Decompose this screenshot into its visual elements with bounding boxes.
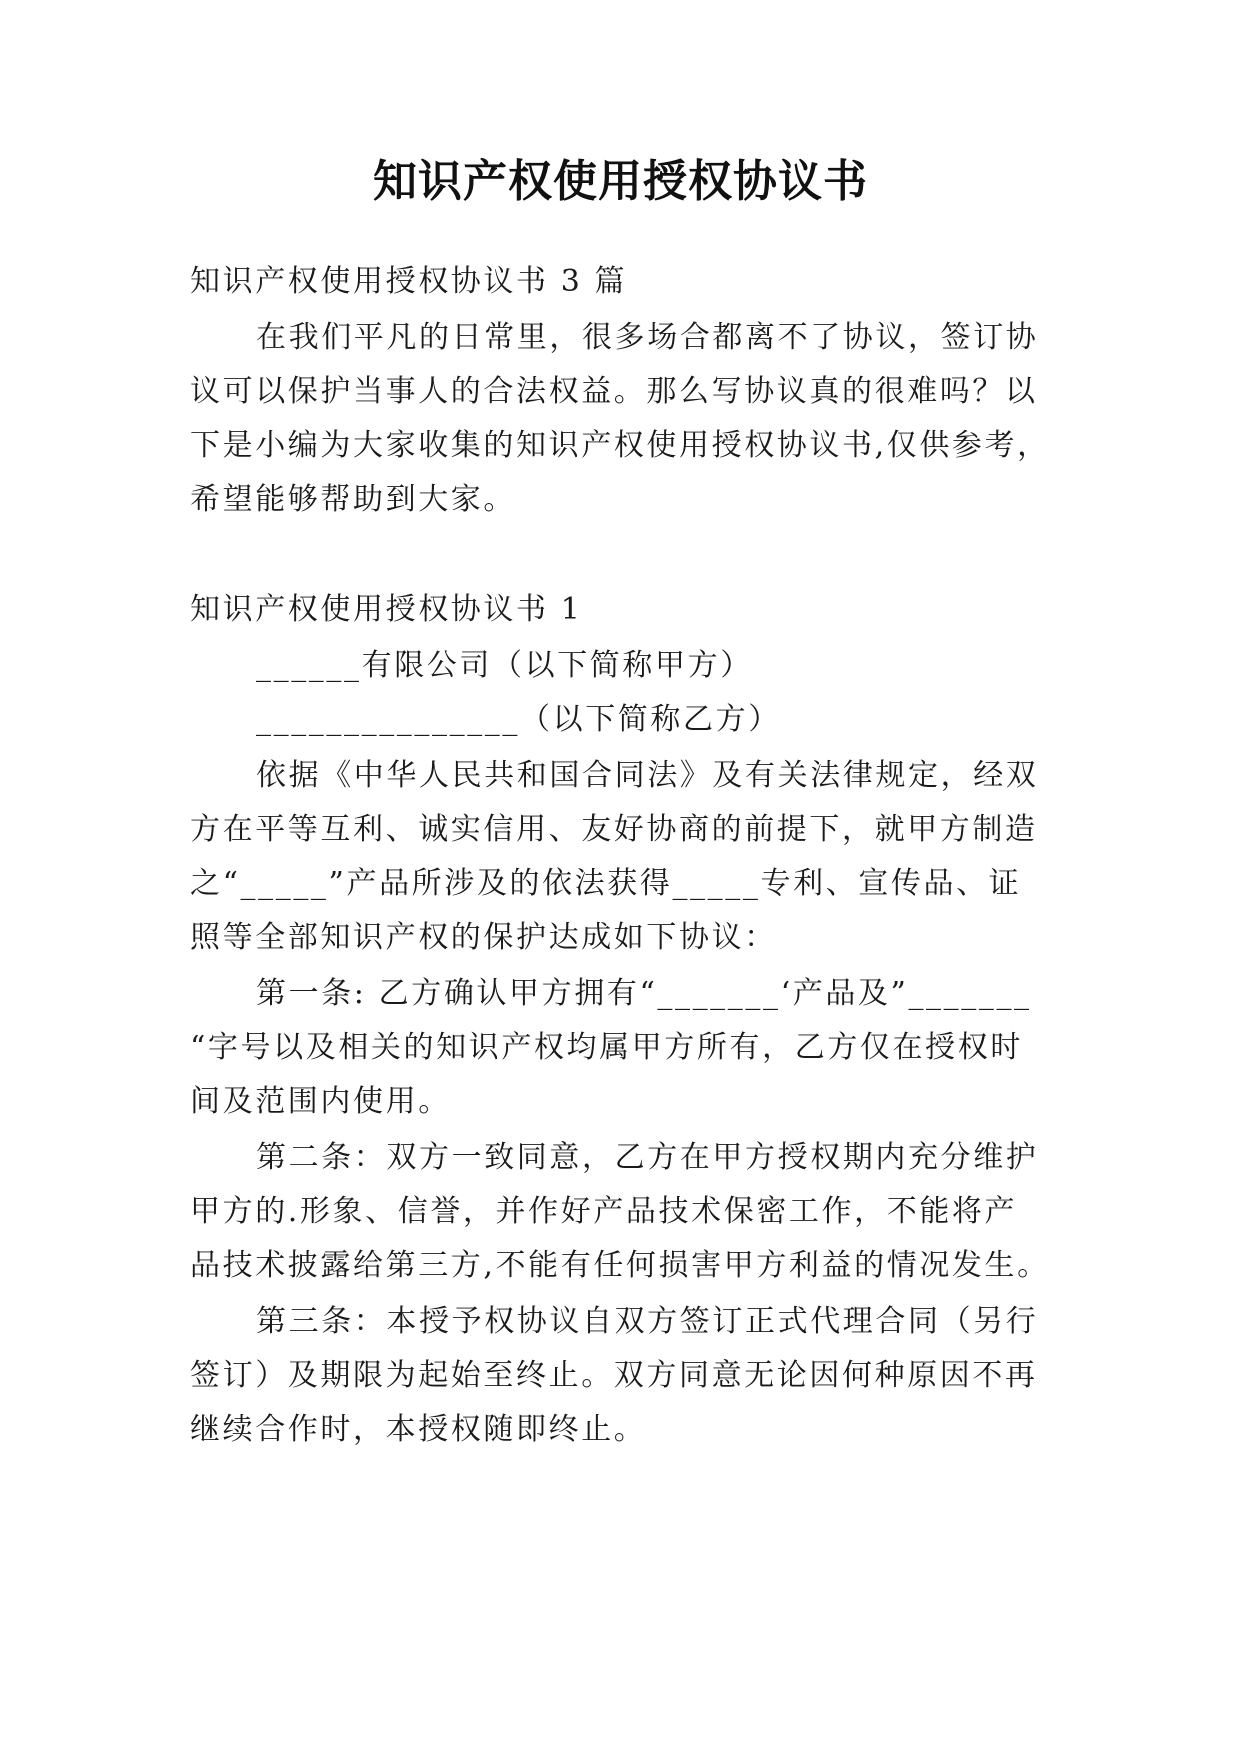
- intro-line-4: 希望能够帮助到大家。: [190, 482, 516, 517]
- article-3-line-3: 继续合作时，本授权随即终止。: [190, 1412, 647, 1447]
- preamble-line-1: 依据《中华人民共和国合同法》及有关法律规定，经双: [256, 758, 1039, 793]
- article-3-line-1: 第三条：本授予权协议自双方签订正式代理合同（另行: [256, 1304, 1039, 1339]
- party-a-line: ______有限公司（以下简称甲方）: [256, 648, 753, 683]
- preamble-line-3: 之“_____”产品所涉及的依法获得_____专利、宣传品、证: [190, 866, 1022, 901]
- document-title: 知识产权使用授权协议书: [373, 156, 868, 207]
- article-1-line-3: 间及范围内使用。: [190, 1084, 451, 1119]
- section-heading: 知识产权使用授权协议书 1: [190, 592, 583, 627]
- party-b-line: _______________（以下简称乙方）: [256, 702, 781, 737]
- article-2-line-2: 甲方的.形象、信誉，并作好产品技术保密工作，不能将产: [190, 1194, 1018, 1229]
- article-3-line-2: 签订）及期限为起始至终止。双方同意无论因何种原因不再: [190, 1358, 1038, 1393]
- intro-line-2: 议可以保护当事人的合法权益。那么写协议真的很难吗？以: [190, 374, 1038, 409]
- intro-line-3: 下是小编为大家收集的知识产权使用授权协议书,仅供参考，: [190, 428, 1050, 463]
- document-subtitle: 知识产权使用授权协议书 3 篇: [190, 264, 628, 299]
- article-2-line-1: 第二条：双方一致同意，乙方在甲方授权期内充分维护: [256, 1140, 1039, 1175]
- intro-line-1: 在我们平凡的日常里，很多场合都离不了协议，签订协: [256, 320, 1039, 355]
- article-1-line-1: 第一条: 乙方确认甲方拥有“_______‘产品及”_______: [256, 976, 1032, 1011]
- article-1-line-2: “字号以及相关的知识产权均属甲方所有，乙方仅在授权时: [190, 1030, 1023, 1065]
- preamble-line-4: 照等全部知识产权的保护达成如下协议：: [190, 920, 777, 955]
- preamble-line-2: 方在平等互利、诚实信用、友好协商的前提下，就甲方制造: [190, 812, 1038, 847]
- article-2-line-3: 品技术披露给第三方,不能有任何损害甲方利益的情况发生。: [190, 1248, 1050, 1283]
